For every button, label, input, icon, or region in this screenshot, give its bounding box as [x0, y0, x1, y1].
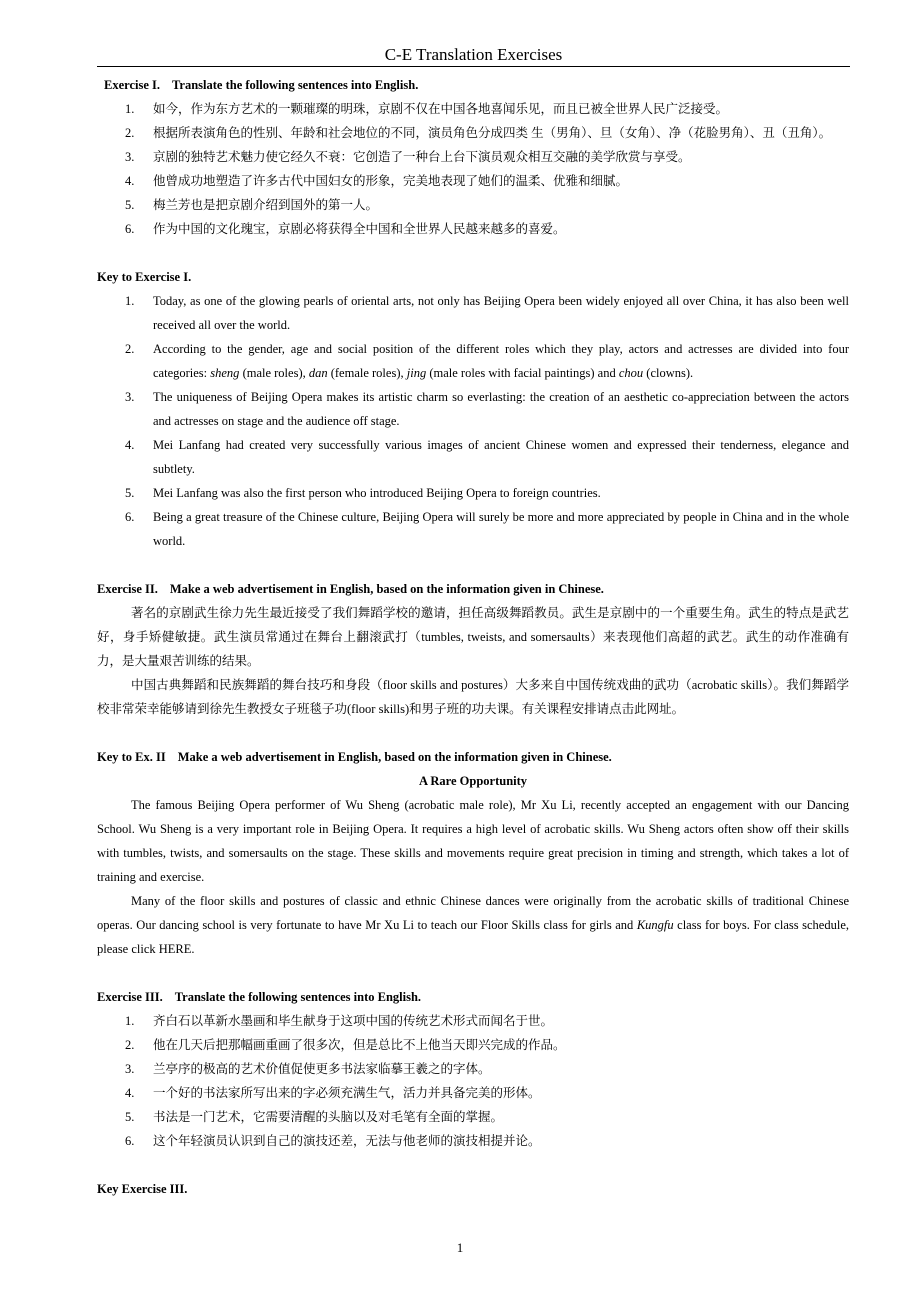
key-2-label: Key to Ex. II: [97, 750, 166, 764]
exercise-3-instruction: Translate the following sentences into English.: [174, 990, 422, 1004]
document-body: [97, 73, 849, 1201]
exercise-1-instruction: Translate the following sentences into English.: [172, 78, 419, 92]
list-item: 6. Being a great treasure of the Chinese culture, Beijing Opera will surely be more and more appreciated by people in China and in the whole world.: [125, 510, 849, 548]
page-number: 1: [456, 1240, 464, 1255]
page-header: [97, 44, 850, 67]
key-2-paragraph: The famous Beijing Opera performer of Wu Sheng (acrobatic male role), Mr Xu Li, recently accepted an engagement with our Dancing School. Wu Sheng is a very important role in Beijing Opera. It requires a high level of acrobatic skills. Wu Sheng actors often show off their skills with tumbles, twists, and somersaults on the stage. These skills and movements require great precision in timing and strength, which takes a lot of training and exercise.: [97, 798, 849, 884]
list-item: 4. 一个好的书法家所写出来的字必须充满生气，活力并具备完美的形体。: [125, 1086, 541, 1100]
list-item: 2. 根据所表演角色的性别、年龄和社会地位的不同，演员角色分成四类 生（男角）、旦（女角）、净（花脸男角）、丑（丑角）。: [125, 126, 832, 140]
exercise-3-heading: [97, 985, 849, 1009]
list-item: 3. 京剧的独特艺术魅力使它经久不衰：它创造了一种台上台下演员观众相互交融的美学欣赏与享受。: [125, 150, 691, 164]
exercise-2-paragraph: 著名的京剧武生徐力先生最近接受了我们舞蹈学校的邀请，担任高级舞蹈教员。武生是京剧中的一个重要生角。武生的特点是武艺好，身手矫健敏捷。武生演员常通过在舞台上翻滚武打（tumbles, tweists, and somersaults）来表现他们高超的武艺。武生的动作准确有力，是大量艰苦训练的结果。: [97, 606, 849, 668]
document-title: C-E Translation Exercises: [384, 45, 563, 64]
list-item: 2. 他在几天后把那幅画重画了很多次，但是总比不上他当天即兴完成的作品。: [125, 1038, 566, 1052]
exercise-2-instruction: Make a web advertisement in English, based on the information given in Chinese.: [169, 582, 604, 596]
key-1-list: [97, 289, 849, 553]
exercise-1-label: Exercise I.: [104, 78, 161, 92]
exercise-2-label: Exercise II.: [97, 582, 158, 596]
key-2-paragraph: Many of the floor skills and postures of classic and ethnic Chinese dances were originally from the acrobatic skills of traditional Chinese operas. Our dancing school is very fortunate to have Mr Xu Li to teach our Floor Skills class for girls and Kungfu class for boys. For class schedule, please click HERE.: [97, 894, 849, 956]
exercise-2-paragraph: 中国古典舞蹈和民族舞蹈的舞台技巧和身段（floor skills and postures）大多来自中国传统戏曲的武功（acrobatic skills）。我们舞蹈学校非常荣幸能够请到徐先生教授女子班毯子功(floor skills)和男子班的功夫课。有关课程安排请点击此网址。: [97, 678, 849, 716]
list-item: 3. 兰亭序的极高的艺术价值促使更多书法家临摹王羲之的字体。: [125, 1062, 491, 1076]
list-item: 1. 齐白石以革新水墨画和毕生献身于这项中国的传统艺术形式而闻名于世。: [125, 1014, 554, 1028]
list-item: 6. 作为中国的文化瑰宝，京剧必将获得全中国和全世界人民越来越多的喜爱。: [125, 222, 566, 236]
list-item: 4. Mei Lanfang had created very successfully various images of ancient Chinese women and expressed their tenderness, elegance and subtlety.: [125, 438, 849, 476]
list-item: 4. 他曾成功地塑造了许多古代中国妇女的形象，完美地表现了她们的温柔、优雅和细腻。: [125, 174, 629, 188]
list-item: 2. According to the gender, age and social position of the different roles which they play, actors and actresses are divided into four categories: sheng (male roles), dan (female roles), jing (male roles with facial paintings) and chou (clowns).: [125, 342, 849, 380]
list-item: 3. The uniqueness of Beijing Opera makes its artistic charm so everlasting: the creation of an aesthetic co-appreciation between the actors and actresses on stage and the audience off stage.: [125, 390, 849, 428]
advertisement-title: A Rare Opportunity: [418, 774, 528, 788]
exercise-1-list: [97, 97, 849, 241]
key-1-heading: Key to Exercise I.: [97, 270, 192, 284]
list-item: 5. 书法是一门艺术，它需要清醒的头脑以及对毛笔有全面的掌握。: [125, 1110, 504, 1124]
exercise-3-label: Exercise III.: [97, 990, 163, 1004]
list-item: 5. Mei Lanfang was also the first person who introduced Beijing Opera to foreign countries.: [125, 486, 601, 500]
key-2-heading: [97, 745, 849, 769]
key-2-instruction: Make a web advertisement in English, based on the information given in Chinese.: [177, 750, 612, 764]
list-item: 5. 梅兰芳也是把京剧介绍到国外的第一人。: [125, 198, 379, 212]
list-item: 1. Today, as one of the glowing pearls of oriental arts, not only has Beijing Opera been widely enjoyed all over China, it has also been well received all over the world.: [125, 294, 849, 332]
exercise-1-heading: [97, 73, 849, 97]
key-3-heading: Key Exercise III.: [97, 1182, 188, 1196]
list-item: 1. 如今，作为东方艺术的一颗璀璨的明珠，京剧不仅在中国各地喜闻乐见，而且已被全世界人民广泛接受。: [125, 102, 729, 116]
exercise-2-heading: [97, 577, 849, 601]
exercise-3-list: [97, 1009, 849, 1153]
list-item: 6. 这个年轻演员认识到自己的演技还差，无法与他老师的演技相提并论。: [125, 1134, 541, 1148]
